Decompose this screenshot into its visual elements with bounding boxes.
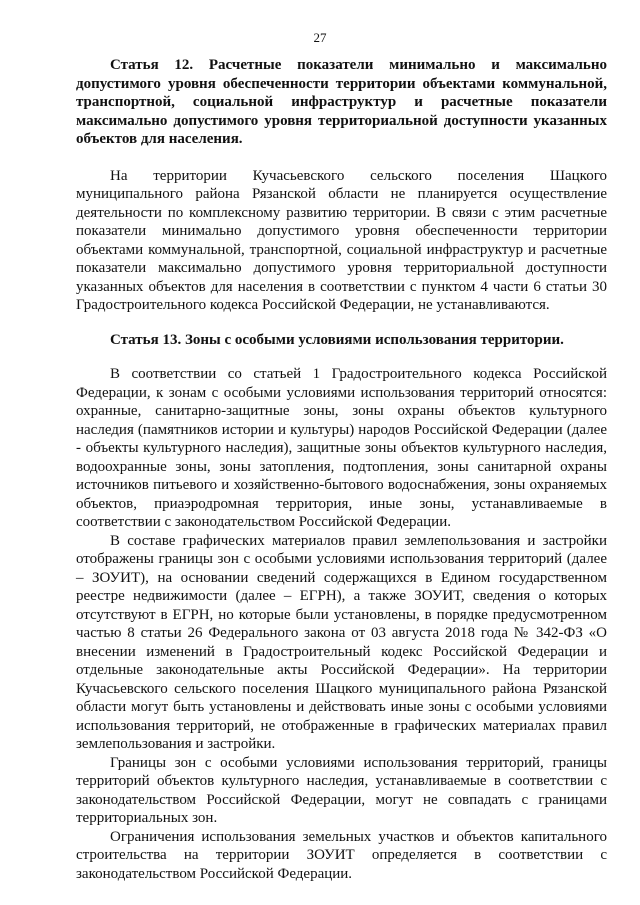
- article-13-paragraph-4: Ограничения использования земельных участков и объектов капитального строительства на территории ЗОУИТ определяется в соответствии с законодательством Российской Федерации.: [76, 828, 607, 882]
- article-13-paragraph-3: Границы зон с особыми условиями использования территорий, границы территорий объектов культурного наследия, устанавливаемые в соответствии с законодательством Российской Федерации, могут не совпадать с границами территориальных зон.: [76, 754, 607, 826]
- article-13-heading: Статья 13. Зоны с особыми условиями использования территории.: [110, 331, 564, 348]
- article-13-paragraph-2: В составе графических материалов правил землепользования и застройки отображены границы зон с особыми условиями использования территорий (далее – ЗОУИТ), на основании сведений содержащихся в Едином государственном реестре недвижимости (далее – ЕГРН), а также ЗОУИТ, сведения о которых отсутствуют в ЕГРН, но которые были установлены, в порядке предусмотренном частью 8 статьи 26 Федерального закона от 03 августа 2018 года № 342-ФЗ «О внесении изменений в Градостроительный кодекс Российской Федерации и отдельные законодательные акты Российской Федерации». На территории Кучасьевского сельского поселения Шацкого муниципального района Рязанской области могут быть установлены и действовать иные зоны с особыми условиями использования территорий, не отображенные в графических материалах правил землепользования и застройки.: [76, 532, 607, 752]
- article-13-paragraph-1: В соответствии со статьей 1 Градостроительного кодекса Российской Федерации, к зонам с особыми условиями использования территорий относятся: охранные, санитарно-защитные зоны, зоны охраны объектов культурного наследия (памятников истории и культуры) народов Российской Федерации (далее - объекты культурного наследия), защитные зоны объектов культурного наследия, водоохранные зоны, зоны затопления, подтопления, зоны санитарной охраны источников питьевого и хозяйственно-бытового водоснабжения, зоны охраняемых объектов, приаэродромная территория, иные зоны, устанавливаемые в соответствии с законодательством Российской Федерации.: [76, 366, 607, 530]
- article-12-paragraph: На территории Кучасьевского сельского поселения Шацкого муниципального района Рязанской области не планируется осуществление деятельности по комплексному развитию территории. В связи с этим расчетные показатели минимально допустимого уровня обеспеченности территории объектами коммунальной, транспортной, социальной инфраструктур и расчетные показатели максимально допустимого уровня территориальной доступности указанных объектов для населения в соответствии с пунктом 4 части 6 статьи 30 Градостроительного кодекса Российской Федерации, не устанавливаются.: [76, 167, 607, 313]
- article-12-heading: Статья 12. Расчетные показатели минимально и максимально допустимого уровня обеспеченности территории объектами коммунальной, транспортной, социальной инфраструктур и расчетные показатели максимально допустимого уровня территориальной доступности указанных объектов для населения.: [76, 57, 607, 147]
- document-body: [76, 56, 607, 883]
- page-number: 27: [313, 30, 327, 45]
